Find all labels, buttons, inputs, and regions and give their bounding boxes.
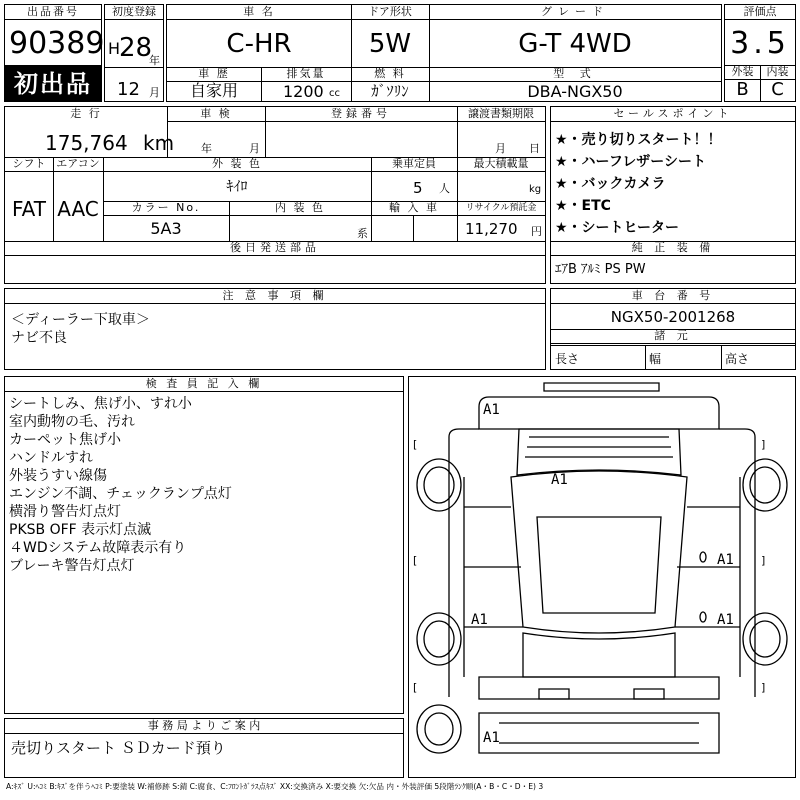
inspection-month-unit: 月 [249,142,260,155]
recycle-fee: 11,270 [465,220,518,238]
caution-label: 注 意 事 項 欄 [5,289,545,304]
sales-point-item: ★・ハーフレザーシート [555,154,707,170]
exterior-label: 外装 [725,65,760,80]
damage-diagram [408,376,796,778]
equipment: ｴｱB ｱﾙﾐ PS PW [555,262,646,277]
lot-number-box [4,4,105,66]
fuel-label: 燃 料 [351,67,429,82]
sales-point-item: ★・売り切りスタート！！ [555,132,722,148]
rear-panel-outline [479,713,719,753]
chassis-box [550,288,796,370]
inspector-line: エンジン不調、チェックランプ点灯 [9,486,232,502]
score: 3.5 [730,26,790,61]
specs-box [4,106,546,284]
color-no: 5A3 [150,219,182,238]
damage-mark: A1 [483,402,500,418]
door-type: 5W [368,29,412,59]
model-code-label: 型 式 [429,67,721,82]
grade-label: グレード [429,5,721,20]
vehicle-header-box [166,4,722,102]
aircon-label: エアコン [53,157,103,172]
exterior-color: ｷｲﾛ [226,179,248,195]
equipment-label: 純 正 装 備 [551,241,795,256]
transfer-month-unit: 月 [495,142,506,155]
later-parts-label: 後日発送部品 [5,241,545,256]
sales-point-item: ★・シートヒーター [555,220,679,236]
registration-month: 12 [117,79,140,100]
max-load-unit: kg [529,184,542,195]
capacity: 5 [413,179,423,197]
damage-mark: A1 [483,730,500,746]
sales-point-item: ★・ETC [555,198,611,214]
shift: FAT [11,197,46,221]
displacement-label: 排気量 [261,67,351,82]
spare-wheel [417,705,461,753]
displacement-unit: cc [329,88,340,99]
inspector-line: ブレーキ警告灯点灯 [9,558,135,574]
rear-body-outline [479,677,719,699]
inspector-line: 外装うすい線傷 [9,468,107,484]
recycle-unit: 円 [531,225,542,238]
door-label: ドア形状 [351,5,429,20]
history-label: 車 歴 [167,67,261,82]
fuel: ｶﾞｿﾘﾝ [371,82,409,100]
bracket: [ [413,438,418,451]
interior-grade: C [771,79,784,100]
sales-points-label: セールスポイント [551,107,795,122]
car-outline-diagram [409,377,795,777]
grade: G-T 4WD [518,29,632,59]
inspector-line: ハンドルすれ [9,450,93,466]
front-body-outline [479,397,719,429]
inspection-year-unit: 年 [201,142,212,155]
office-box [4,718,404,778]
mileage-unit: km [143,131,175,155]
inspector-line: PKSB OFF 表示灯点滅 [9,522,152,538]
sales-points-box [550,106,796,284]
inspector-line: 室内動物の毛、汚れ [9,414,135,430]
bracket: ] [761,438,766,451]
inspector-label: 検 査 員 記 入 欄 [5,377,403,392]
rear-bumper-outline [539,689,664,699]
era: H [108,39,121,58]
damage-mark: A1 [471,612,488,628]
transfer-deadline-label: 譲渡書類期限 [457,107,545,122]
bracket: ] [761,681,766,694]
dimension-width: 幅 [649,352,662,366]
exterior-grade: B [736,79,749,100]
damage-mark: A1 [717,612,734,628]
inspector-box [4,376,404,714]
caution-line: ＜ディーラー下取車＞ [11,312,150,328]
caution-box [4,288,546,370]
first-listing-badge [4,66,102,102]
year-unit: 年 [149,54,160,67]
lot-number-label: 出品番号 [5,5,101,20]
transfer-day-unit: 日 [529,142,540,155]
damage-mark: A1 [551,472,568,488]
inspector-line: カーペット焦げ小 [9,432,121,448]
dimension-height: 高さ [725,352,750,366]
first-registration-box [104,4,164,102]
mileage-label: 走 行 [70,107,102,120]
capacity-unit: 人 [439,182,450,195]
exterior-color-label: 外 装 色 [103,157,371,172]
hood-outline [517,429,681,475]
bracket: [ [413,554,418,567]
office-message: 売切りスタート ＳＤカード預り [11,739,226,757]
inspector-line: 横滑り警告灯点灯 [9,504,121,520]
capacity-label: 乗車定員 [371,157,457,172]
max-load-label: 最大積載量 [457,157,545,172]
sales-point-item: ★・バックカメラ [555,176,666,192]
car-name: C-HR [226,29,292,59]
shift-label: シフト [5,157,53,172]
chassis-number: NGX50-2001268 [610,308,736,326]
dimensions-label: 諸 元 [551,329,795,344]
aircon: AAC [57,197,99,221]
cabin-outline [511,471,687,633]
inspector-line: ４WDシステム故障表示有り [9,540,187,556]
inspection-label: 車 検 [167,107,265,122]
inspector-line: シートしみ、焦げ小、すれ小 [9,396,192,412]
interior-color-suffix: 系 [357,227,368,240]
mileage: 175,764 [45,131,128,155]
score-label: 評価点 [725,5,795,20]
roof-outline [537,517,661,613]
damage-mark: A1 [717,552,734,568]
chassis-label: 車 台 番 号 [551,289,795,304]
bracket: ] [761,554,766,567]
month-unit: 月 [149,86,160,99]
first-registration-label: 初度登録 [105,5,163,20]
lot-number: 90389 [9,26,105,61]
office-label: 事 務 局 よ り ご 案 内 [5,719,403,734]
interior-label: 内装 [760,65,795,80]
interior-color-label: 内 装 色 [229,201,371,216]
first-listing-text: 初出品 [14,70,92,98]
front-bumper-outline [544,383,659,391]
score-box [724,4,796,102]
bracket: [ [413,681,418,694]
caution-line: ナビ不良 [11,330,67,346]
trunk-outline [523,633,675,677]
displacement: 1200 [283,82,324,101]
import-label: 輸 入 車 [371,201,457,216]
registration-year: 28 [119,33,153,63]
car-name-label: 車 名 [167,5,351,20]
model-code: DBA-NGX50 [527,82,623,101]
dimension-length: 長さ [555,352,580,366]
color-no-label: カラー No. [103,201,229,216]
legend: A:ｷｽﾞ U:ﾍｺﾐ B:ｷｽﾞを伴うﾍｺﾐ P:要塗装 W:補修跡 S:錆 C:腐食、C:ﾌﾛﾝﾄｶﾞﾗｽ点ｷｽﾞ XX:交換済み X:要交換 欠:欠品 内・外装評価 5段階ﾗﾝｸ順(A・B・C・D・E) 3 [6,782,544,791]
history: 自家用 [189,81,238,100]
recycle-label: リサイクル預託金 [457,201,545,216]
plate-label: 登録番号 [265,107,457,122]
